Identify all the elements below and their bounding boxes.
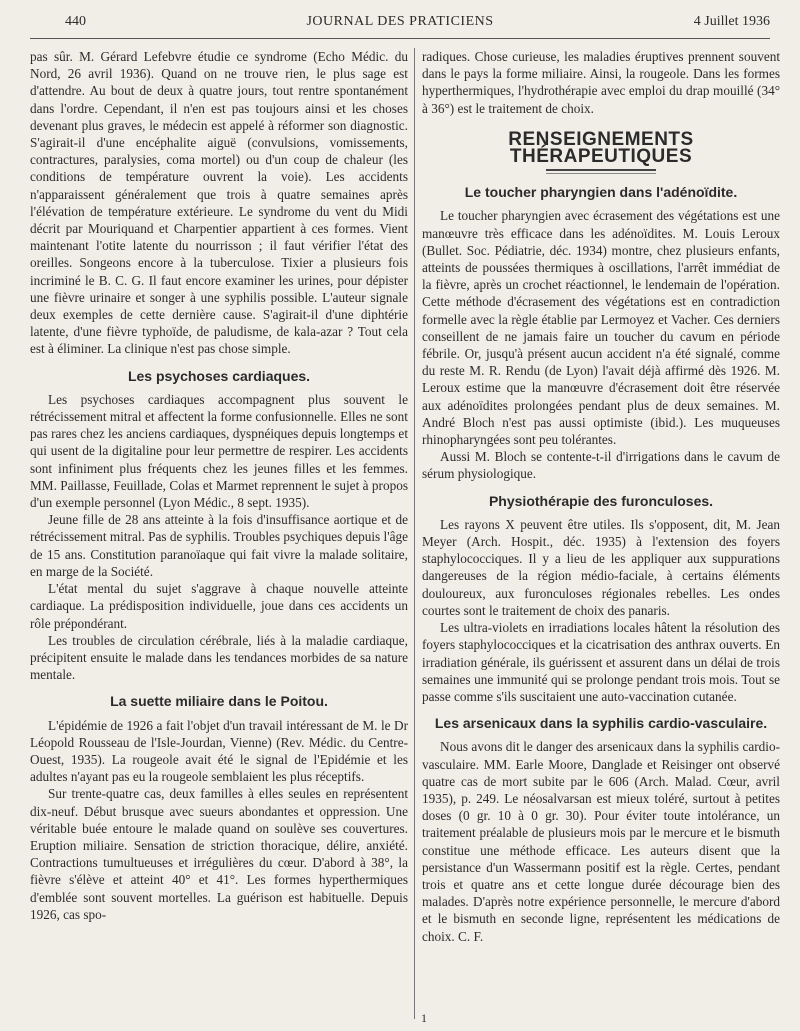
section-heading: Physiothérapie des furonculoses. — [488, 492, 714, 509]
paragraph: L'état mental du sujet s'aggrave à chaque nouvelle atteinte cardiaque. La prédisposition individuelle, joue dans ces accidents un rôle prépondérant. — [30, 581, 408, 631]
paragraph: Aussi M. Bloch se contente-t-il d'irrigations dans le cavum de sérum physiologique. — [422, 449, 780, 482]
page-number: 440 — [65, 14, 86, 29]
paragraph: Le toucher pharyngien avec écrasement des végétations est une manœuvre très efficace dans les adénoïdites. M. Louis Leroux (Bullet. Soc. Pédiatrie, déc. 1934) montre, chez plusieurs enfants, atteints de poussées thermiques à oscillations, l'arrêt immédiat de la fièvre, après un crochet réactionnel, le lendemain de l'opération. Cette méthode d'écrasement des végétations est en contradiction formelle avec la règle établie par Lermoyez et Vacher. Ces derniers conseillent de ne jamais faire un toucher du cavum en période fébrile. Or, jusqu'à présent aucun accident n'a été signalé, comme du reste M. R. Rendu (de Lyon) l'avait déjà affirmé dès 1926. M. Leroux estime que la manœuvre d'écrasement doit être réservée aux adénoïdites prolongées pendant plus de deux semaines. M. André Bloch n'est pas aussi optimiste (ibid.). Les muqueuses rhinopharyngées sont peu tolérantes. — [422, 208, 780, 448]
paragraph: Les troubles de circulation cérébrale, liés à la maladie cardiaque, précipitent ensuite le malade dans les tendances morbides de sa nature mentale. — [30, 632, 408, 683]
section-heading: La suette miliaire dans le Poitou. — [110, 693, 328, 710]
issue-date: 4 Juillet 1936 — [693, 14, 770, 29]
journal-title: JOURNAL DES PRATICIENS — [306, 14, 494, 29]
column-divider — [414, 48, 415, 1019]
paragraph: Les psychoses cardiaques accompagnent plus souvent le rétrécissement mitral et affectent la forme confusionnelle. Elles ne sont pas rares chez les anciens cardiaques, dyspnéiques depuis longtemps et qui usent de la digitaline pour leur permettre de respirer. Les accidents sont infiniment plus fréquents chez les jeunes filles et les femmes. MM. Paillasse, Feuillade, Colas et Marmet reprennent le sujet à propos d'un exemple personnel (Lyon Médic., 8 sept. 1935). — [30, 391, 408, 511]
paragraph: pas sûr. M. Gérard Lefebvre étudie ce syndrome (Echo Médic. du Nord, 26 avril 1936). Quand on ne trouve rien, le plus sage est d'attendre. Au bout de deux à quatre jours, tout rentre spontanément dans l'ordre. Cependant, il n'en est pas toujours ainsi et les choses devenant plus graves, le médecin est appelé à réformer son diagnostic. S'agirait-il d'une encéphalite aiguë (convulsions, vomissements, contractures, paralysies, coma mortel) ou d'un coup de chaleur (les conditions de température ouvrent la voie). Les accidents n'apparaissent généralement que trois à quatre semaines après l'élévation de température extérieure. Le syndrome du vent du Midi décrit par Mouriquand et Charpentier appartient à ces formes. Vient maintenant l'otite latente du nourrisson ; il faut vérifier l'état des oreilles. Songeons encore à la tuberculose. Tixier a plusieurs fois incriminé le B. C. G. Il faut encore examiner les urines, pour dépister une fièvre urinaire et songer à une syphilis possible. L'auteur signale deux exemples de cette dernière cause. S'agirait-il d'une diphtérie latente, d'une fièvre typhoïde, de paludisme, de kala-azar ? Tout cela est à éliminer. La clinique n'est pas chose simple. — [30, 49, 408, 357]
section-heading: Le toucher pharyngien dans l'adénoïdite. — [464, 184, 738, 201]
section-heading: Les psychoses cardiaques. — [127, 367, 311, 384]
heading-ornament — [546, 169, 656, 174]
paragraph: Jeune fille de 28 ans atteinte à la fois d'insuffisance aortique et de rétrécissement mitral. Pas de syphilis. Troubles psychiques depuis l'âge de 15 ans. Constitution paranoïaque qui fait vivre la malade solitaire, en marge de la Société. — [30, 512, 408, 579]
paragraph: Les rayons X peuvent être utiles. Ils s'opposent, dit, M. Jean Meyer (Arch. Hospit., déc. 1935) à l'extension des foyers staphylococciques. Il y a lieu de les appliquer aux suppurations dangereuses de la région médio-faciale, à certains éléments douloureux, aux furonculoses régionales rebelles. Les ondes courtes sont le traitement de choix des panaris. — [422, 516, 780, 618]
paragraph: L'épidémie de 1926 a fait l'objet d'un travail intéressant de M. le Dr Léopold Rousseau de l'Isle-Jourdan, Vienne) (Rev. Médic. du Centre-Ouest, 1935). La rougeole avait été le signal de l'Epidémie et les adultes n'ayant pas eu la rougeole semblaient les plus réceptifs. — [30, 717, 408, 785]
paragraph: Sur trente-quatre cas, deux familles à elles seules en représentent dix-neuf. Début brusque avec sueurs abondantes et oppression. Une véritable buée entoure le malade quand on soulève ses couvertures. Eruption miliaire. Sensation de striction thoracique, délire, anxiété. Contractions tumultueuses et irrégulières du cœur. D'abord à 38°, la fièvre s'élève et atteint 40° et 41°. Les formes hyperthermiques d'emblée sont souvent mortelles. La guérison est habituelle. Depuis 1926, cas spo- — [30, 786, 408, 922]
paragraph: Les ultra-violets en irradiations locales hâtent la résolution des foyers staphylococciques et la cicatrisation des anthrax ouverts. En irradiation générale, ils guérissent et assurent dans un délai de trois semaines une immunité qui se prolonge pendant trois mois. Tout se passe comme s'ils suscitaient une auto-vaccination cutanée. — [422, 620, 780, 704]
section-heading: Les arsenicaux dans la syphilis cardio-vasculaire. — [434, 715, 768, 732]
header-rule — [30, 38, 770, 39]
right-column — [422, 48, 780, 945]
left-column — [30, 48, 408, 923]
footnote-mark: 1 — [421, 1011, 427, 1025]
running-header — [30, 14, 770, 36]
paragraph: radiques. Chose curieuse, les maladies éruptives prennent souvent dans le pays la forme miliaire. Ainsi, la rougeole. Dans les formes hyperthermiques, l'hydrothérapie avec emploi du drap mouillé (34° à 36°) est le traitement de choix. — [422, 49, 780, 116]
major-heading: RENSEIGNEMENTS THÉRAPEUTIQUES — [508, 128, 694, 168]
paragraph: Nous avons dit le danger des arsenicaux dans la syphilis cardio-vasculaire. MM. Earle Moore, Danglade et Reisinger ont observé quatre cas de mort subite par le 606 (Arch. Malad. Cœur, avril 1935), p. 249. Le néosalvarsan est mieux toléré, surtout à petites doses (0 gr. 10 à 0 gr. 30). Pour éviter toute intolérance, un traitement préalable de plusieurs mois par le mercure et le bismuth constitue une méthode efficace. Les auteurs disent que la persistance d'un Wassermann positif est la règle. Certes, pendant trois et quatre ans et cette longue durée décourage bien des malades. D'après notre expérience personnelle, le mercure d'abord et le bismuth en seconde ligne, représentent les médications de choix. C. F. — [422, 739, 780, 944]
